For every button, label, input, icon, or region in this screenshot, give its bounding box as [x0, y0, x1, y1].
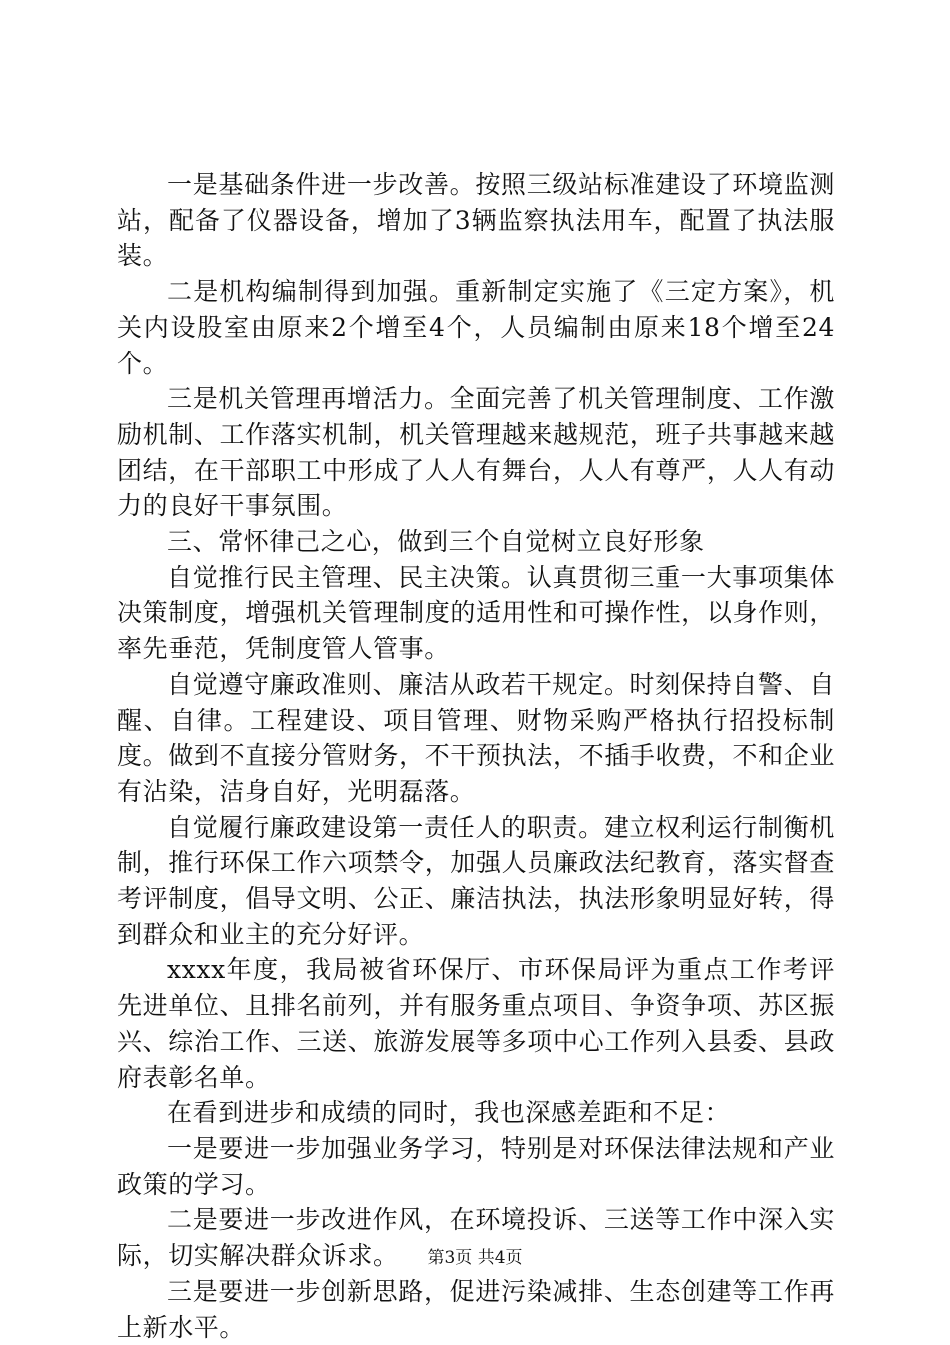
paragraph-management: 三是机关管理再增活力。全面完善了机关管理制度、工作激励机制、工作落实机制，机关管理越来越规范，班子共事越来越团结，在干部职工中形成了人人有舞台，人人有尊严，人人有动力的良好干事氛围。 — [117, 384, 835, 521]
paragraph-innovate-thinking: 三是要进一步创新思路，促进污染减排、生态创建等工作再上新水平。 — [117, 1276, 835, 1342]
page-footer: 第3页 共4页 — [427, 1248, 523, 1268]
section-heading: 三、常怀律己之心，做到三个自觉树立良好形象 — [167, 527, 705, 557]
paragraph-improve-style: 二是要进一步改进作风，在环境投诉、三送等工作中深入实际，切实解决群众诉求。 — [117, 1205, 835, 1271]
paragraph-infrastructure: 一是基础条件进一步改善。按照三级站标准建设了环境监测站，配备了仪器设备，增加了3辆监察执法用车，配置了执法服装。 — [117, 170, 835, 271]
paragraph-shortcomings-intro: 在看到进步和成绩的同时，我也深感差距和不足： — [167, 1098, 731, 1128]
document-body — [117, 167, 835, 1345]
paragraph-staffing: 二是机构编制得到加强。重新制定实施了《三定方案》，机关内设股室由原来2个增至4个，人员编制由原来18个增至24个。 — [117, 277, 835, 378]
paragraph-democratic-management: 自觉推行民主管理、民主决策。认真贯彻三重一大事项集体决策制度，增强机关管理制度的适用性和可操作性，以身作则，率先垂范，凭制度管人管事。 — [117, 562, 835, 664]
paragraph-responsibility: 自觉履行廉政建设第一责任人的职责。建立权利运行制衡机制，推行环保工作六项禁令，加强人员廉政法纪教育，落实督查考评制度，倡导文明、公正、廉洁执法，执法形象明显好转，得到群众和业主的充分好评。 — [117, 812, 835, 949]
paragraph-improve-study: 一是要进一步加强业务学习，特别是对环保法律法规和产业政策的学习。 — [117, 1133, 835, 1199]
paragraph-annual-honors: xxxx年度，我局被省环保厅、市环保局评为重点工作考评先进单位、且排名前列，并有服务重点项目、争资争项、苏区振兴、综治工作、三送、旅游发展等多项中心工作列入县委、县政府表彰名单。 — [117, 955, 835, 1092]
paragraph-integrity-rules: 自觉遵守廉政准则、廉洁从政若干规定。时刻保持自警、自醒、自律。工程建设、项目管理、财物采购严格执行招投标制度。做到不直接分管财务，不干预执法，不插手收费，不和企业有沾染，洁身自好，光明磊落。 — [117, 669, 835, 806]
